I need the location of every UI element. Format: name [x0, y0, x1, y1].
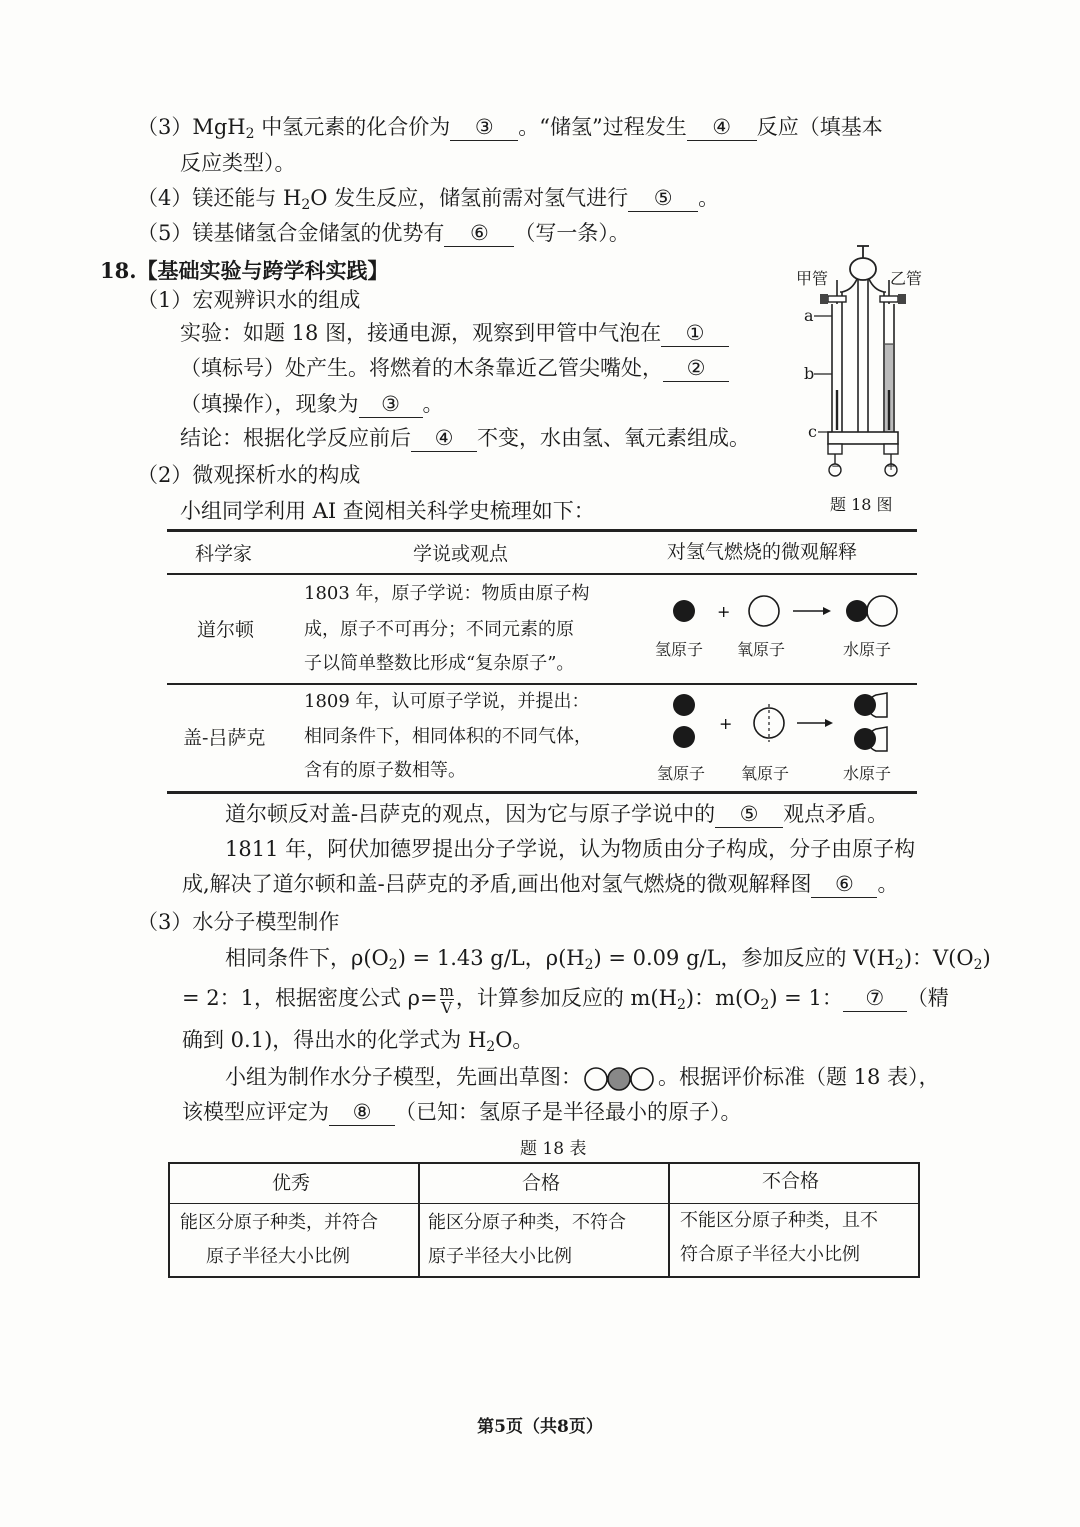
- history-table: [167, 529, 917, 795]
- q17-part3-line2: 反应类型）。: [180, 151, 296, 175]
- point-c-label: c: [808, 422, 817, 441]
- column-divider: [418, 1164, 420, 1276]
- water-oxygen-part: [867, 596, 897, 626]
- arrowhead: [823, 607, 831, 615]
- answer-blank-4b[interactable]: ④: [411, 425, 477, 452]
- q18-contradiction: [225, 799, 888, 829]
- electrolysis-figure: [790, 240, 940, 520]
- text: （填标号）处产生。将燃着的木条靠近乙管尖嘴处，: [180, 356, 663, 380]
- header-excellent: 优秀: [272, 1172, 311, 1194]
- hydrogen-atom: [673, 726, 695, 748]
- answer-blank-3b[interactable]: ③: [359, 391, 423, 418]
- subscript: 2: [245, 126, 255, 142]
- q18-section2-intro: 小组同学利用 AI 查阅相关科学史梳理如下：: [180, 499, 595, 523]
- water-molecule-sketch: [582, 1066, 658, 1092]
- text: 不变，水由氢、氧元素组成。: [477, 426, 750, 450]
- q17-part5: [137, 218, 630, 248]
- q17-part3-line1: [137, 112, 883, 149]
- text: 。: [698, 186, 720, 210]
- gay-lussac-view-line2: 相同条件下，相同体积的不同气体，: [304, 726, 592, 747]
- hydrogen-atom: [673, 694, 695, 716]
- text: 观点矛盾。: [783, 802, 889, 826]
- evaluation-table: [168, 1162, 920, 1278]
- q18-density-line: [225, 943, 991, 980]
- column-divider: [668, 1164, 670, 1276]
- text: 。: [877, 872, 899, 896]
- text: （写一条）。: [514, 221, 630, 245]
- answer-blank-2[interactable]: ②: [663, 355, 729, 382]
- fraction-numerator: m: [439, 982, 454, 1000]
- header-explanation: 对氢气燃烧的微观解释: [667, 541, 858, 563]
- arrowhead: [825, 719, 833, 727]
- pass-line1: 能区分原子种类，不符合: [428, 1212, 626, 1233]
- q18-experiment-line1: [180, 318, 729, 348]
- subscript: 2: [301, 197, 311, 213]
- text: 相同条件下，ρ(O: [225, 946, 389, 970]
- scientist-gay-lussac: 盖-吕萨克: [183, 727, 266, 749]
- negative-terminal-sign: −: [831, 459, 842, 473]
- dalton-reaction-diagram: [647, 587, 907, 637]
- text: 成,解决了道尔顿和盖-吕萨克的矛盾,画出他对氢气燃烧的微观解释图: [182, 872, 812, 896]
- header-theory: 学说或观点: [413, 543, 509, 565]
- subscript: 2: [486, 1039, 496, 1055]
- gay-lussac-view-line3: 含有的原子数相等。: [304, 760, 466, 781]
- text: （5）镁基储氢合金储氢的优势有: [137, 221, 445, 245]
- q18-section1-title: （1）宏观辨识水的组成: [137, 288, 361, 312]
- text: O。: [495, 1028, 534, 1052]
- pass-line2: 原子半径大小比例: [428, 1246, 572, 1267]
- answer-blank-3[interactable]: ③: [450, 114, 518, 141]
- scientist-dalton: 道尔顿: [197, 619, 255, 641]
- gay-lussac-label-water: 水原子: [843, 764, 892, 783]
- q18-precision-line: [182, 1025, 533, 1062]
- text: （已知：氢原子是半径最小的原子）。: [395, 1100, 742, 1124]
- answer-blank-6[interactable]: ⑥: [444, 220, 514, 247]
- answer-blank-5b[interactable]: ⑤: [715, 801, 783, 828]
- text: （精: [906, 986, 949, 1010]
- point-a-label: a: [804, 306, 814, 325]
- text: 该模型应评定为: [182, 1100, 329, 1124]
- q18-avogadro-line1: 1811 年，阿伏加德罗提出分子学说，认为物质由分子构成，分子由原子构: [225, 837, 916, 861]
- text: 道尔顿反对盖-吕萨克的观点，因为它与原子学说中的: [225, 802, 716, 826]
- dalton-label-hydrogen: 氢原子: [655, 640, 704, 659]
- text: （填操作），现象为: [180, 392, 359, 416]
- header-pass: 合格: [522, 1172, 561, 1194]
- page-footer: 第5页（共8页）: [477, 1417, 603, 1437]
- subscript: 2: [584, 957, 594, 973]
- dalton-view-line2: 成，原子不可再分；不同元素的原: [304, 619, 574, 640]
- text: 。“储氢”过程发生: [518, 115, 687, 139]
- answer-blank-5[interactable]: ⑤: [628, 185, 698, 212]
- text: ) = 1：: [769, 986, 843, 1010]
- table-top-rule: [167, 529, 917, 532]
- text: = 2：1，根据密度公式 ρ=: [182, 986, 438, 1010]
- answer-blank-1[interactable]: ①: [661, 320, 729, 347]
- tube-left-label: 甲管: [796, 269, 829, 288]
- water-hydrogen-part: [846, 600, 868, 622]
- answer-blank-6b[interactable]: ⑥: [811, 871, 877, 898]
- dalton-label-oxygen: 氧原子: [737, 640, 786, 659]
- tube-right-label: 乙管: [890, 269, 923, 288]
- gay-lussac-view-line1: 1809 年，认可原子学说，并提出：: [304, 691, 590, 712]
- point-b-label: b: [804, 364, 815, 383]
- text: 实验：如题 18 图，接通电源，观察到甲管中气泡在: [180, 321, 662, 345]
- q18-avogadro-line2: [182, 869, 898, 899]
- plus-sign: +: [717, 602, 731, 621]
- answer-blank-4[interactable]: ④: [687, 114, 757, 141]
- text: ，计算参加反应的 m(H: [455, 986, 677, 1010]
- fail-line2: 符合原子半径大小比例: [680, 1244, 860, 1265]
- text: 中氢元素的化合价为: [254, 115, 451, 139]
- plus-sign: +: [719, 714, 733, 733]
- subscript: 2: [760, 997, 770, 1013]
- subscript: 2: [894, 957, 904, 973]
- dalton-view-line1: 1803 年，原子学说：物质由原子构: [304, 583, 590, 604]
- density-fraction: [440, 983, 454, 1016]
- text: ) = 1.43 g/L，ρ(H: [397, 946, 585, 970]
- subscript: 2: [388, 957, 398, 973]
- subscript: 2: [973, 957, 983, 973]
- text: 反应（填基本: [756, 115, 883, 139]
- table-bottom-rule: [167, 791, 917, 794]
- subscript: 2: [676, 997, 686, 1013]
- fraction-denominator: V: [441, 999, 453, 1017]
- figure-caption: 题 18 图: [830, 495, 893, 514]
- q18-section3-title: （3）水分子模型制作: [137, 910, 340, 934]
- gay-lussac-label-oxygen: 氧原子: [741, 764, 790, 783]
- answer-blank-7[interactable]: ⑦: [843, 985, 907, 1012]
- text: 。根据评价标准（题 18 表），: [658, 1065, 940, 1089]
- q18-ratio-line: [182, 983, 949, 1020]
- answer-blank-8[interactable]: ⑧: [329, 1099, 395, 1126]
- text: 结论：根据化学反应前后: [180, 426, 411, 450]
- text: （4）镁还能与 H: [137, 186, 302, 210]
- gay-lussac-label-hydrogen: 氢原子: [657, 764, 706, 783]
- text: 小组为制作水分子模型，先画出草图：: [225, 1065, 582, 1089]
- header-fail: 不合格: [762, 1170, 820, 1192]
- text: )：V(O: [903, 946, 974, 970]
- fail-line1: 不能区分原子种类，且不: [680, 1210, 878, 1231]
- excellent-line2: 原子半径大小比例: [206, 1246, 350, 1267]
- text: 确到 0.1)，得出水的化学式为 H: [182, 1028, 487, 1052]
- q18-conclusion: [180, 423, 750, 453]
- q18-section2-title: （2）微观探析水的构成: [137, 463, 361, 487]
- q18-experiment-line3: [180, 389, 444, 419]
- text: 。: [422, 392, 444, 416]
- hydrogen-atom: [673, 600, 695, 622]
- text: ) = 0.09 g/L，参加反应的 V(H: [593, 946, 895, 970]
- evaluation-table-caption: 题 18 表: [520, 1139, 587, 1159]
- oxygen-atom: [749, 596, 779, 626]
- positive-terminal-sign: +: [886, 459, 897, 473]
- q18-header: 18.【基础实验与跨学科实践】: [100, 258, 389, 283]
- text: （3）MgH: [137, 115, 246, 139]
- gay-lussac-reaction-diagram: [647, 687, 907, 761]
- header-rule: [167, 573, 917, 575]
- text: )：m(O: [685, 986, 761, 1010]
- text: O 发生反应，储氢前需对氢气进行: [310, 186, 629, 210]
- dalton-label-water: 水原子: [843, 640, 892, 659]
- excellent-line1: 能区分原子种类，并符合: [180, 1212, 378, 1233]
- q18-model-line1: [225, 1062, 940, 1092]
- q17-part4: [137, 183, 719, 220]
- header-scientist: 科学家: [195, 543, 253, 565]
- text: ): [982, 946, 991, 970]
- dalton-view-line3: 子以简单整数比形成“复杂原子”。: [304, 653, 575, 674]
- q18-experiment-line2: [180, 353, 729, 383]
- q18-model-line2: [182, 1097, 742, 1127]
